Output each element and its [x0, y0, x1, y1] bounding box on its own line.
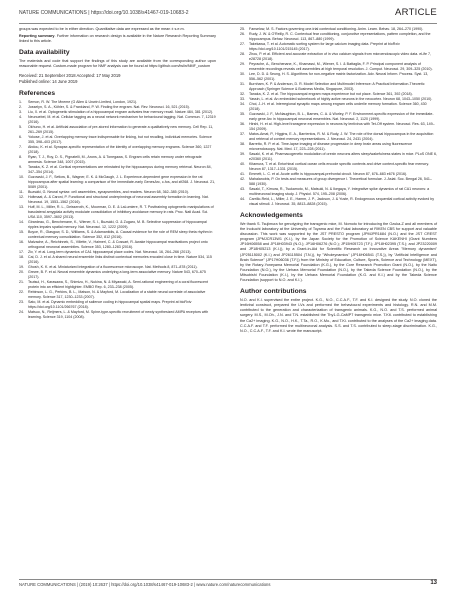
reference-text: Yassin, L. et al. An embedded subnetwork of highly active neurons in the neocortex. Neuron 68, 1043–1050 (2010). [249, 97, 433, 101]
reference-number: 42. [240, 177, 245, 181]
reference-number: 12. [19, 195, 24, 200]
reference-item [19, 220, 216, 230]
reference-item [19, 145, 216, 155]
data-availability-heading: Data availability [19, 49, 70, 57]
reference-text: Sasaki, K. et al. Pharmacogenetic modulation of orexin neurons alters sleep/wakefulness states in mice. PLoS ONE 6, e20360 (2011). [249, 152, 437, 161]
reference-number: 11. [19, 190, 24, 195]
reference-item [240, 122, 437, 132]
reporting-summary-paragraph [19, 34, 216, 44]
reference-text: Sato, M. et al. Dynamic embedding of salience coding in hippocampal spatial maps. Preprint at bioRxiv https://doi.org/10.1101/266767 (2018). [28, 300, 192, 310]
reporting-summary-text: . Further information on research design is available in the Nature Research Reporting Summary linked to this article. [19, 34, 216, 44]
reference-text: Neunuebel, M. et al. Cellular tagging as a neural network mechanism for behavioural tagging. Nat. Commun. 7, 12319 (2016). [28, 115, 216, 125]
reference-number: 17. [19, 250, 24, 255]
reference-number: 18. [19, 255, 24, 260]
reference-item [240, 197, 437, 207]
reference-item [240, 132, 437, 142]
acknowledgements-heading: Acknowledgements [240, 212, 303, 219]
reference-item [240, 52, 437, 62]
reference-number: 30. [240, 72, 245, 76]
reference-item [240, 177, 437, 187]
reference-number: 36. [240, 122, 245, 126]
reference-number: 27. [240, 42, 245, 46]
reference-item [19, 175, 216, 190]
reference-number: 25. [240, 27, 245, 31]
reference-number: 19. [19, 265, 24, 270]
reference-item [19, 155, 216, 165]
reference-text: Zhou, P. et al. Efficient and accurate extraction of in vivo calcium signals from microendoscopic video data. eLife 7, e28728 (2018). [249, 52, 432, 61]
reference-number: 14. [19, 220, 24, 225]
left-column [19, 27, 216, 320]
reference-text: Rudy, J. W. & O'Reilly, R. C. Contextual fear conditioning, conjunctive representations, pattern completion, and the hippocampus. Behav. Neurosci. 113, 867–880 (1999). [249, 32, 431, 41]
reference-text: Ryan, T. J., Roy, D. S., Pignatelli, M., Arons, A. & Tonegawa, S. Engram cells retain memory under retrograde amnesia. Science 348, 1007 (2015). [28, 155, 202, 165]
reference-text: Semon, R. W. The Mneme (G Allen & Unwin Limited, London, 1921). [28, 100, 138, 105]
reference-text: Yokose, J. et al. Overlapping memory trace indispensable for linking, but not recalling, individual memories. Science 355, 398–403 (2017). [28, 135, 212, 145]
reference-number: 39. [240, 152, 245, 156]
reference-text: Emmett, L. C. et al. Acute coffin is hippocampal-prefrontal circuit. Neuron 87, 676–683 e676 (2016). [249, 172, 408, 176]
reference-number: 1. [19, 100, 22, 105]
reference-text: Tsutsui, H., Karasawa, S., Shimizu, H., Nukina, N. & Miyawaki, A. Semi-rational engineering of a coral fluorescent protein into an efficient highlighter. EMBO Rep. 6, 233–238 (2005). [28, 280, 208, 290]
reference-number: 3. [19, 110, 22, 115]
reference-number: 8. [19, 155, 22, 160]
reference-item [19, 280, 216, 290]
reference-item [240, 187, 437, 197]
reference-text: Boyce, R., Glasgow, S. D., Williams, S. & Adamantidis, A. Causal evidence for the role of REM sleep theta rhythm in contextual memory consolidation. Science 352, 812 (2016). [28, 230, 213, 240]
reference-text: Josselyn, S. A., Köhler, S. & Frankland, P. W. Finding the engram. Nat. Rev. Neurosci. 16, 521 (2015). [28, 105, 190, 110]
reference-item [240, 62, 437, 72]
reference-number: 21. [19, 280, 24, 285]
reference-number: 7. [19, 145, 22, 150]
publication-dates [19, 73, 216, 84]
reference-number: 16. [19, 240, 24, 245]
received-accepted-line: Received: 21 September 2018 Accepted: 17 May 2019 [19, 73, 121, 79]
right-column [240, 27, 437, 336]
reference-number: 5. [19, 125, 22, 130]
reference-item [19, 165, 216, 175]
reference-text: Guzowski, J. F., Setlow, B., Wagner, E. K. & McGaugh, J. L. Experience-dependent gene expression in the rat hippocampus after spatial learning: a comparison of the immediate-early GenesArc, c-fos, and zif268. J. Neurosci. 21, 5089 (2001). [28, 175, 216, 190]
reference-number: 6. [19, 135, 22, 140]
reference-number: 22. [19, 290, 24, 295]
reference-text: Tanaka, K. Z. et al. The hippocampal engram maps experience but not place. Science 361, 392 (2018). [249, 92, 413, 96]
reference-item [19, 290, 216, 300]
reference-number: 9. [19, 165, 22, 170]
reference-item [19, 125, 216, 135]
reference-item [240, 142, 437, 152]
page-number: 13 [430, 580, 437, 586]
reference-number: 32. [240, 92, 245, 96]
reference-item [240, 32, 437, 42]
reference-text: Tanaka, K. Z. et al. Cortical representations are reinstated by the hippocampus during memory retrieval. Neuron 84, 347–354 (2014). [28, 165, 212, 175]
reference-number: 44. [240, 197, 245, 201]
reference-text: Grewe, B. F. et al. Neural ensemble dynamics underlying a long-term associative memory. Nature 543, 670–675 (2017). [28, 270, 206, 280]
reference-text: Matsuo, N., Reijmers, L. & Mayford, M. Spine-type-specific recruitment of newly synthesized AMPA receptors with learning. Science 319, 1104 (2008). [28, 310, 209, 320]
reference-text: Mahalanobis, P. On tests and measures of group divergence I. Theoretical formulae. J. Asiat. Soc. Bengal 26, 541–588 (1930). [249, 177, 432, 186]
reference-text: Liu, X. et al. Optogenetic stimulation of a hippocampal engram activates fear memory recall. Nature 484, 381 (2012). [28, 110, 214, 115]
reference-item [19, 240, 216, 250]
reference-text: Choi, J.-H. et al. Interregional synaptic maps among engram cells underlie memory formation. Science 360, 430 (2018). [249, 102, 427, 111]
reference-number: 20. [19, 270, 24, 275]
reference-text: Takekawa, T. et al. Automatic sorting system for large calcium imaging data. Preprint at bioRxiv https://doi.org/10.1101/215145 (2017). [249, 42, 400, 51]
reference-item [240, 82, 437, 92]
reference-number: 41. [240, 172, 245, 176]
reference-number: 37. [240, 132, 245, 136]
reference-text: Rebinson, L. G., Perkins, B. L., Matson, N. & Mayford, M. Localization of a stable neural correlate of associative memory. Science 317, 1230–1233 (2007). [28, 290, 206, 300]
reference-text: Buzsáki, G. Neural syntax: cell assemblies, synapsembles, and readers. Neuron 68, 362–385 (2010). [28, 190, 190, 195]
reference-text: Ghosh, K. K. et al. Miniaturized integration of a fluorescence microscope. Nat. Methods 8, 871–878 (2011). [28, 265, 198, 270]
reference-text: Kitamura, T. et al. Entorhinal cortical ocean cells encode specific contexts and drive context-specific fear memory. Neuron 87, 1317–1331 (2015). [249, 162, 430, 171]
reference-text: Huff, M. L., Miller, R. L., Deisseroth, K., Moorman, D. E. & LaLumiere, R. T. Posttraining optogenetic manipulations of basolateral amygdala activity modulate consolidation of inhibitory avoidance memory in rats. Proc. Natl Acad. Sci. USA 110, 3597–3602 (2013). [28, 205, 214, 220]
footer-citation-line[interactable]: NATURE COMMUNICATIONS | (2019) 10:2637 | https://doi.org/10.1038/s41467-019-10683-2 | www.nature.com/naturecommunications [19, 582, 271, 587]
data-availability-text: The materials and code that support the findings of this study are available from the corresponding author upon reasonable request. Custom-made program for NMF analysis can be found at https://github.com/lwlin/NMF_custom [19, 59, 216, 69]
journal-doi-line[interactable]: NATURE COMMUNICATIONS | https://doi.org/10.1038/s41467-019-10683-2 [19, 10, 189, 16]
reference-number: 34. [240, 102, 245, 106]
reference-number: 26. [240, 32, 245, 36]
reference-text: Abdou, K. et al. Synapse-specific representation of the identity of overlapping memory engrams. Science 360, 1227 (2018). [28, 145, 212, 155]
reference-number: 4. [19, 115, 22, 120]
page-header [19, 8, 437, 22]
references-list-right [240, 27, 437, 207]
reference-item [19, 195, 216, 205]
reference-number: 40. [240, 162, 245, 166]
reference-text: Burnham, K. P. & Anderson, D. R. Model Selection and Multimodel Inference: A Practical Information-Theoretic Approach (Springer Science & Business Media, Singapore, 2003). [249, 82, 425, 91]
acknowledgements-text: We thank S. Tsujimura for genotyping the transgenic mice, M. Nomoto for introducing the Ozuka-Z and all members of the Inokuchi laboratory at the University of Toyama and the Fukai laboratory at RIKEN CBS for support and valuable discussion. This work was supported by the JST PRESTO program (JPMJPR1684 (N.O.) and the JST CREST program (JPMJCR13W1 (K.I.), by the Japan Society for the Promotion of Science KAKENHI (Grant Numbers JP16H06558 and JP18H03943 (N.O.); JP16H06276 (N.O.); JP15H05723 (T.F.); JP18H02395 (T.S.); and JP23220009 and JP18H05213 (K.I.)), by a Grant-in-Aid for Scientific Research on Innovative Areas "Memory dynamism" (JP25115002 (K.I.) and JP26115504 (T.N.)), by "Wholeynamics" (JP16H06541 (T.S.)), by "Artificial Intelligence and Brain Science" (JP17H06036 (T.F.)) from the Ministry of Education, Culture, Sports, Science and Technology (MEXT), by the Rotary-Yoneyama Memorial Foundation (K.G.), by the Core Research Promotion Grant (N.O.), by the Naito Foundation (N.O.), by the Uehara Memorial Foundation (N.O.), by the Takeda Science Foundation (N.O.), by the Mitsubishi Foundation (K.I.), by the Uehara Memorial Foundation (K.G. and K.I.) and by the Takeda Science Foundation (support to N.O. and K.I.). [240, 222, 437, 283]
reference-item [240, 162, 437, 172]
reference-text: Carrillo-Reid, L., Miller, J. E., Hamm, J. P., Jackson, J. & Yuste, R. Endogenous sequential cortical activity evoked by visual stimuli. J. Neurosci. 35, 8813–8828 (2015). [249, 197, 435, 206]
references-heading: References [19, 90, 56, 98]
reference-number: 13. [19, 205, 24, 210]
reference-item [240, 42, 437, 52]
reference-text: Ziv, Y. et al. Long-term dynamics of CA1 hippocampal place codes. Nat. Neurosci. 16, 264–266 (2013). [28, 250, 192, 255]
reference-text: Girardeau, G., Benchenane, K., Wiener, S. I., Buzsáki, G. & Zugaro, M. B. Selective suppression of hippocampal ripples impairs spatial memory. Nat. Neurosci. 12, 1222 (2009). [28, 220, 207, 230]
reference-number: 15. [19, 230, 24, 235]
reference-text: Matos-Amat, P., Higgins, E. A., Barrientos, R. M. & Rudy, J. W. The role of the dorsal hippocampus in the acquisition and retrieval of context memory representations. J. Neurosci. 24, 2431 (2004). [249, 132, 434, 141]
reference-number: 10. [19, 175, 24, 180]
reference-text: Okhuno, H. et al. Artificial association of pre-stored information to generate a qualitatively new memory. Cell Rep. 11, 261–269 (2015). [28, 125, 214, 135]
reference-text: Malvache, A., Reichinnek, S., Villette, V., Haimerl, C. & Cossart, R. Awake hippocampal reactivations project onto orthogonal neuronal assemblies. Science 353, 1280–1283 (2016). [28, 240, 208, 250]
reference-text: Sasaki, T., Kimura, R., Tsukamoto, M., Matsuki, N. & Ikegaya, Y. Integrative spike dynamics of rat CA1 neurons: a multineuronal imaging study. J. Physiol. 574, 195–208 (2006). [249, 187, 430, 196]
reference-number: 35. [240, 112, 245, 116]
reference-text: Fanselow, M. S. Factors governing one-trial contextual conditioning. Anim. Learn. Behav. 18, 264–270 (1990). [249, 27, 424, 31]
reference-number: 31. [240, 82, 245, 86]
reference-text: Hirshi, H. et al. High-level transgene expression in neurons by lentivirus with Tet-Off system. Neurosci. Res. 63, 149–154 (2009). [249, 122, 435, 131]
reference-item [19, 310, 216, 320]
references-list-left [19, 100, 216, 320]
reference-item [240, 112, 437, 122]
reference-number: 29. [240, 62, 245, 66]
author-contributions-heading: Author contributions [240, 288, 307, 296]
section-label: ARTICLE [394, 7, 437, 18]
header-rule [19, 23, 437, 24]
reference-item [19, 270, 216, 280]
reference-number: 24. [19, 310, 24, 315]
reporting-summary-label: Reporting summary [19, 34, 55, 39]
page-footer [19, 580, 437, 590]
reference-item [19, 300, 216, 310]
reference-item [19, 115, 216, 125]
reference-item [19, 230, 216, 240]
reference-text: Guzowski, J. F., McNaughton, B. L., Barnes, C. A. & Worley, P. F. Environment-specific expression of the immediate-early gene Arc in hippocampal neuronal ensembles. Nat. Neurosci. 2, 1120 (1999). [249, 112, 434, 121]
reference-text: Cai, D. J. et al. A shared neural ensemble links distinct contextual memories encoded close in time. Nature 534, 115 (2016). [28, 255, 212, 265]
reference-item [19, 135, 216, 145]
reference-text: Lee, D. D. & Seung, H. S. Algorithms for non-negative matrix factorization. Adv. Neural Inform. Process. Syst. 13, 556–562 (2001). [249, 72, 429, 81]
reference-text: Holtmaat, A. & Caroni, P. Functional and structural underpinnings of neuronal assembly formation in learning. Nat. Neurosci. 19, 1553–1562 (2016). [28, 195, 209, 205]
reference-number: 28. [240, 52, 245, 56]
reference-text: Peyrache, A., Benchenane, K., Khamassi, M., Wiener, S. I. & Battaglia, F. P. Principal component analysis of ensemble recordings reveals cell assemblies at high temporal resolution. J. Comput. Neurosci. 29, 309–325 (2010). [249, 62, 433, 71]
reference-item [19, 205, 216, 220]
reference-number: 23. [19, 300, 24, 305]
methods-statistics-text: groups was expected to be in either direction. Quantitative data are expressed as the mean ± s.e.m. [19, 27, 185, 31]
reference-number: 33. [240, 97, 245, 101]
reference-item [19, 255, 216, 265]
reference-number: 38. [240, 142, 245, 146]
reference-number: 43. [240, 187, 245, 191]
reference-item [240, 102, 437, 112]
published-online-line: Published online: 14 June 2019 [19, 78, 78, 84]
author-contributions-text: N.O. and K.I. supervised the entire project. K.G., N.O., C.C.A.F., T.F. and K.I. designed the study. N.O. cloned the lentiviral construct, prepared the LVs and performed the behavioural experiments and histology. R.N. and M.M. contributed to the generation and characterization of transgenic animals. K.G., N.O. and T.S. performed animal surgery. M.S., M.Oh., J.N. and T.N. established the Thy1-G-CaMP7 transgenic mice. T.Kit. contributed to establishing the Ca2+ imaging. K.G., N.O., H.K., T.Ta., R.O., K.Mo., and T.Ki. contributed to the analyses of the Ca2+ imaging data. C.C.A.F. and T.F. performed the multineuronal analysis. S.S. and T.S. contributed to sleep-stage discrimination. K.G., N.O., C.C.A.F., T.F. and K.I. wrote the manuscript. [240, 298, 437, 333]
reference-number: 2. [19, 105, 22, 110]
reference-item [240, 72, 437, 82]
reference-item [240, 152, 437, 162]
reference-text: Barretto, R. P. et al. Time-lapse imaging of disease progression in deep brain areas using fluorescence microendoscopy. Nat. Med. 17, 223–228 (2011). [249, 142, 413, 151]
